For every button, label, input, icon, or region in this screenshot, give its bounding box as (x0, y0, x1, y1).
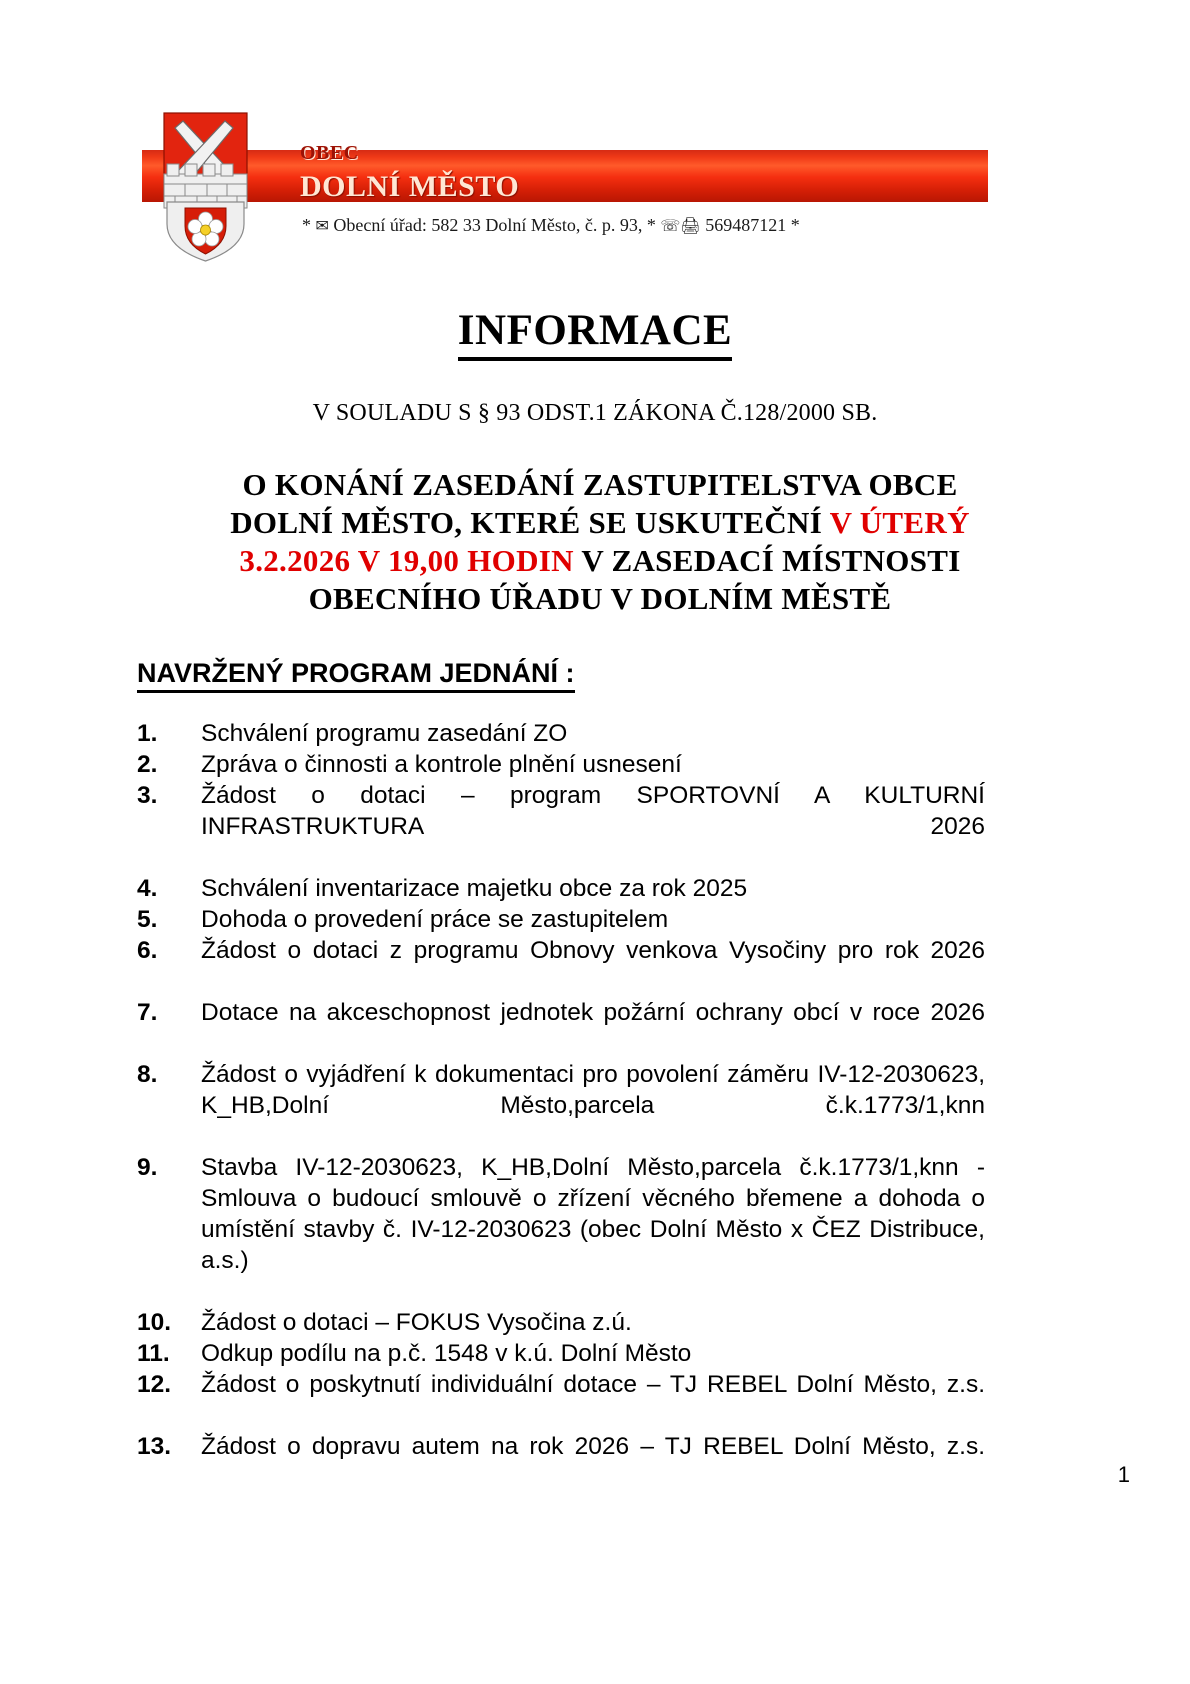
agenda-item-number: 3. (137, 782, 158, 809)
letterhead (0, 112, 1190, 277)
agenda-item-text: Zpráva o činnosti a kontrole plnění usnesení (201, 751, 682, 778)
agenda-item-text: Žádost o poskytnutí individuální dotace – TJ REBEL Dolní Město, z.s. (201, 1371, 985, 1398)
page-title (0, 306, 1190, 355)
agenda-item (137, 718, 985, 749)
letterhead-banner (142, 150, 988, 202)
agenda-section-heading (137, 658, 575, 689)
agenda-item-text: Schválení programu zasedání ZO (201, 720, 568, 747)
agenda-section-heading-text: NAVRŽENÝ PROGRAM JEDNÁNÍ : (137, 658, 575, 693)
agenda-item-number: 6. (137, 937, 158, 964)
agenda-item-number: 9. (137, 1154, 158, 1181)
agenda-item-number: 8. (137, 1061, 158, 1088)
announcement-line-1 (150, 466, 1050, 504)
contact-phone-number: 569487121 * (705, 215, 800, 235)
agenda-item-text: Žádost o dotaci – FOKUS Vysočina z.ú. (201, 1309, 632, 1336)
agenda-item-number: 1. (137, 720, 158, 747)
agenda-item (137, 935, 985, 997)
announcement-segment-4-1: OBECNÍHO ÚŘADU V DOLNÍM MĚSTĚ (308, 581, 892, 616)
agenda-item (137, 1152, 985, 1307)
agenda-item-number: 2. (137, 751, 158, 778)
agenda-item-text: Stavba IV-12-2030623, K_HB,Dolní Město,parcela č.k.1773/1,knn - Smlouva o budoucí smlouvě o zřízení věcného břemene a dohoda o umístění stavby č. IV-12-2030623 (obec Dolní Město x ČEZ Distribuce, a.s.) (201, 1154, 985, 1274)
letterhead-town-name: DOLNÍ MĚSTO (300, 170, 520, 203)
agenda-item-text: Žádost o dotaci z programu Obnovy venkova Vysočiny pro rok 2026 (201, 937, 985, 964)
agenda-item-number: 5. (137, 906, 158, 933)
meeting-announcement-heading (150, 466, 1050, 618)
announcement-line-3 (150, 542, 1050, 580)
coat-of-arms-icon (163, 112, 248, 262)
agenda-item (137, 1369, 985, 1431)
envelope-icon: ✉ (315, 216, 329, 235)
agenda-item (137, 749, 985, 780)
agenda-item-number: 12. (137, 1371, 172, 1398)
agenda-list (137, 718, 985, 1493)
agenda-item-text: Žádost o dopravu autem na rok 2026 – TJ REBEL Dolní Město, z.s. (201, 1433, 985, 1460)
page-title-text: INFORMACE (458, 307, 732, 361)
announcement-segment-1-1: O KONÁNÍ ZASEDÁNÍ ZASTUPITELSTVA OBCE (242, 467, 958, 502)
agenda-item-text: Dohoda o provedení práce se zastupitelem (201, 906, 669, 933)
contact-address: Obecní úřad: 582 33 Dolní Město, č. p. 93, * (333, 215, 656, 235)
agenda-item-number: 7. (137, 999, 158, 1026)
announcement-line-2 (150, 504, 1050, 542)
announcement-segment-3-2: V ZASEDACÍ MÍSTNOSTI (573, 543, 961, 578)
contact-asterisk-prefix: * (302, 215, 311, 235)
agenda-item (137, 1431, 985, 1493)
agenda-item (137, 873, 985, 904)
letterhead-org-label: OBEC (300, 142, 359, 164)
agenda-item-text: Žádost o vyjádření k dokumentaci pro povolení záměru IV-12-2030623, K_HB,Dolní Město,parcela č.k.1773/1,knn (201, 1061, 985, 1119)
announcement-highlight-2-2: V ÚTERÝ (829, 505, 970, 540)
telephone-icon: ☏ (660, 216, 681, 235)
agenda-item-number: 13. (137, 1433, 172, 1460)
fax-icon: 🖨 (680, 216, 701, 235)
letterhead-contact-line (302, 215, 800, 236)
agenda-item (137, 1307, 985, 1338)
agenda-item-text: Odkup podílu na p.č. 1548 v k.ú. Dolní Město (201, 1340, 692, 1367)
announcement-line-4 (150, 580, 1050, 618)
agenda-item-number: 11. (137, 1340, 170, 1367)
legal-reference-subtitle: V SOULADU S § 93 ODST.1 ZÁKONA Č.128/2000 SB. (312, 400, 878, 426)
agenda-item-number: 10. (137, 1309, 172, 1336)
agenda-item (137, 1338, 985, 1369)
announcement-segment-2-1: DOLNÍ MĚSTO, KTERÉ SE USKUTEČNÍ (230, 505, 830, 540)
agenda-item-text: Schválení inventarizace majetku obce za rok 2025 (201, 875, 748, 902)
agenda-item-text: Dotace na akceschopnost jednotek požární ochrany obcí v roce 2026 (201, 999, 985, 1026)
agenda-item (137, 997, 985, 1059)
agenda-item (137, 1059, 985, 1152)
agenda-item-text: Žádost o dotaci – program SPORTOVNÍ A KULTURNÍ INFRASTRUKTURA 2026 (201, 782, 985, 840)
announcement-highlight-3-1: 3.2.2026 V 19,00 HODIN (239, 543, 574, 578)
agenda-item-number: 4. (137, 875, 158, 902)
page-number: 1 (1117, 1462, 1130, 1487)
agenda-item (137, 904, 985, 935)
agenda-item (137, 780, 985, 873)
